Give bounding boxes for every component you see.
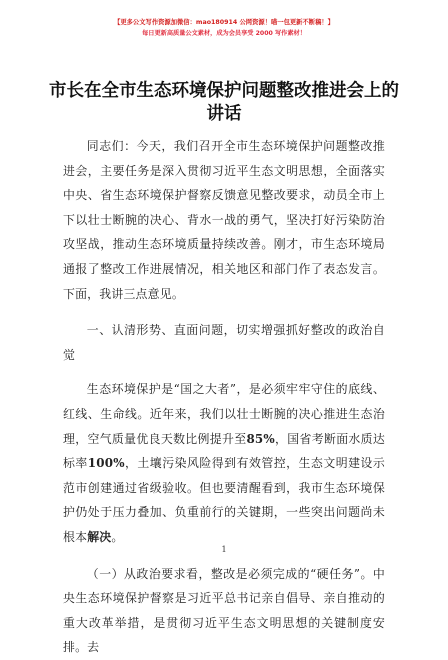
paragraph-2-text-c: ，土壤污染风险得到有效管控，生态文明建设示范市创建通过省级验收。但也要清醒看到，我市生态环境保护仍处于压力叠加、负重前行的关键期，一些突出问题尚未根本 <box>63 456 385 544</box>
paragraph-2-end: 。 <box>111 529 124 544</box>
title-line-2: 讲话 <box>206 104 242 124</box>
section-heading: 一、认清形势、直面问题，切实增强抓好整改的政治自觉 <box>63 323 385 362</box>
paragraph-2-text-b: ，国省考断面水质达标率 <box>63 431 385 471</box>
document-title <box>0 80 448 126</box>
stat-water-quality: 100% <box>87 456 125 471</box>
paragraph-3: （一）从政治要求看，整改是必须完成的“硬任务”。中央生态环境保护督察是习近平总书记亲自倡导、亲自推动的重大改革举措，是贯彻习近平生态文明思想的关键制度安排。去 <box>63 566 385 655</box>
paragraph-2-bold-end: 解决 <box>87 529 112 544</box>
document-body <box>63 134 385 660</box>
banner-line-2: 每日更新高质量公文素材，成为会员享受 2000 写作素材！ <box>142 30 306 37</box>
title-line-1: 市长在全市生态环境保护问题整改推进会上的 <box>49 81 399 101</box>
paragraph-2 <box>63 377 385 549</box>
page-number: 1 <box>221 545 227 554</box>
opening-paragraph: 同志们：今天，我们召开全市生态环境保护问题整改推进会，主要任务是深入贯彻习近平生态文明思想，全面落实中央、省生态环境保护督察反馈意见整改要求，动员全市上下以壮士断腕的决心、背水一战的勇气，坚决打好污染防治攻坚战，推动生态环境质量持续改善。刚才，市生态环境局通报了整改工作进展情况，相关地区和部门作了表态发言。下面，我讲三点意见。 <box>63 139 385 301</box>
stat-air-quality: 85% <box>246 431 275 446</box>
paragraph-2-text-a: 生态环境保护是“国之大者”，是必须牢牢守住的底线、红线、生命线。近年来，我们以壮士断腕的决心推进生态治理，空气质量优良天数比例提升至 <box>63 382 385 446</box>
banner-line-1: 【更多公文写作资源加微信：mao180914 公网资源！喵一包更新不断稿！】 <box>114 19 334 26</box>
header-banner <box>0 17 448 39</box>
